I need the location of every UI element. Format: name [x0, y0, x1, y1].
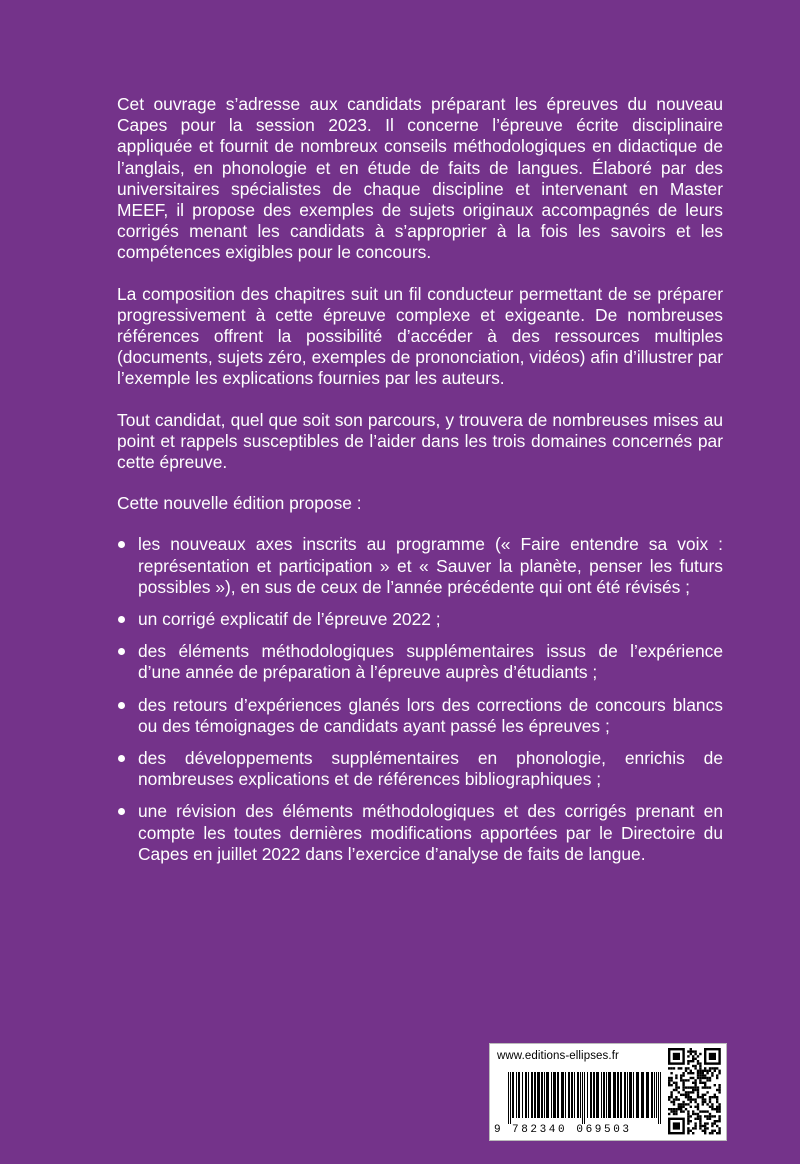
publisher-website: www.editions-ellipses.fr	[497, 1050, 619, 1062]
list-item-text: les nouveaux axes inscrits au programme (« Faire entendre sa voix : représentation et participation » et « Sauver la planète, penser les futurs possibles »), en sus de ceux de l’année précédente qui ont été révisés ;	[138, 534, 723, 597]
list-item-text: des éléments méthodologiques supplémentaires issus de l’expérience d’une année de préparation à l’épreuve auprès d’étudiants ;	[138, 641, 723, 683]
list-item	[117, 609, 723, 630]
list-item-text: des développements supplémentaires en phonologie, enrichis de nombreuses explications et de références bibliographiques ;	[138, 748, 723, 790]
list-item	[117, 748, 723, 790]
bullet-icon	[118, 541, 125, 548]
feature-list	[117, 534, 723, 865]
bullet-icon	[118, 755, 125, 762]
list-intro: Cette nouvelle édition propose :	[117, 493, 362, 514]
bullet-icon	[118, 702, 125, 709]
isbn-first-digit: 9	[494, 1124, 501, 1136]
intro-paragraph-1: Cet ouvrage s’adresse aux candidats préparant les épreuves du nouveau Capes pour la session 2023. Il concerne l’épreuve écrite disciplinaire appliquée et fournit de nombreux conseils méthodologiques en didactique de l’anglais, en phonologie et en étude de faits de langues. Élaboré par des universitaires spécialistes de chaque discipline et intervenant en Master MEEF, il propose des exemples de sujets originaux accompagnés de leurs corrigés menant les candidats à s’approprier à la fois les savoirs et les compétences exigibles pour le concours.	[117, 94, 723, 263]
bullet-icon	[118, 648, 125, 655]
list-item	[117, 534, 723, 598]
isbn-barcode	[508, 1072, 662, 1124]
list-item	[117, 695, 723, 737]
intro-paragraph-2: La composition des chapitres suit un fil conducteur permettant de se préparer progressivement à cette épreuve complexe et exigeante. De nombreuses références offrent la possibilité d’accéder à des ressources multiples (documents, sujets zéro, exemples de prononciation, vidéos) afin d’illustrer par l’exemple les explications fournies par les auteurs.	[117, 283, 723, 389]
list-item-text: une révision des éléments méthodologiques et des corrigés prenant en compte les toutes dernières modifications apportées par le Directoire du Capes en juillet 2022 dans l’exercice d’analyse de faits de langue.	[138, 801, 723, 864]
intro-paragraph-3: Tout candidat, quel que soit son parcours, y trouvera de nombreuses mises au point et rappels susceptibles de l’aider dans les trois domaines concernés par cette épreuve.	[117, 409, 723, 473]
back-cover-text	[117, 94, 723, 876]
barcode-label	[489, 1043, 727, 1141]
bullet-icon	[118, 616, 125, 623]
list-item-text: des retours d’expériences glanés lors des corrections de concours blancs ou des témoignages de candidats ayant passé les épreuves ;	[138, 694, 723, 736]
qr-code-icon	[668, 1048, 722, 1136]
bullet-icon	[118, 808, 125, 815]
list-item	[117, 801, 723, 865]
list-item-text: un corrigé explicatif de l’épreuve 2022 ;	[138, 609, 441, 630]
list-item	[117, 641, 723, 683]
isbn-number: 782340 069503	[512, 1124, 662, 1136]
